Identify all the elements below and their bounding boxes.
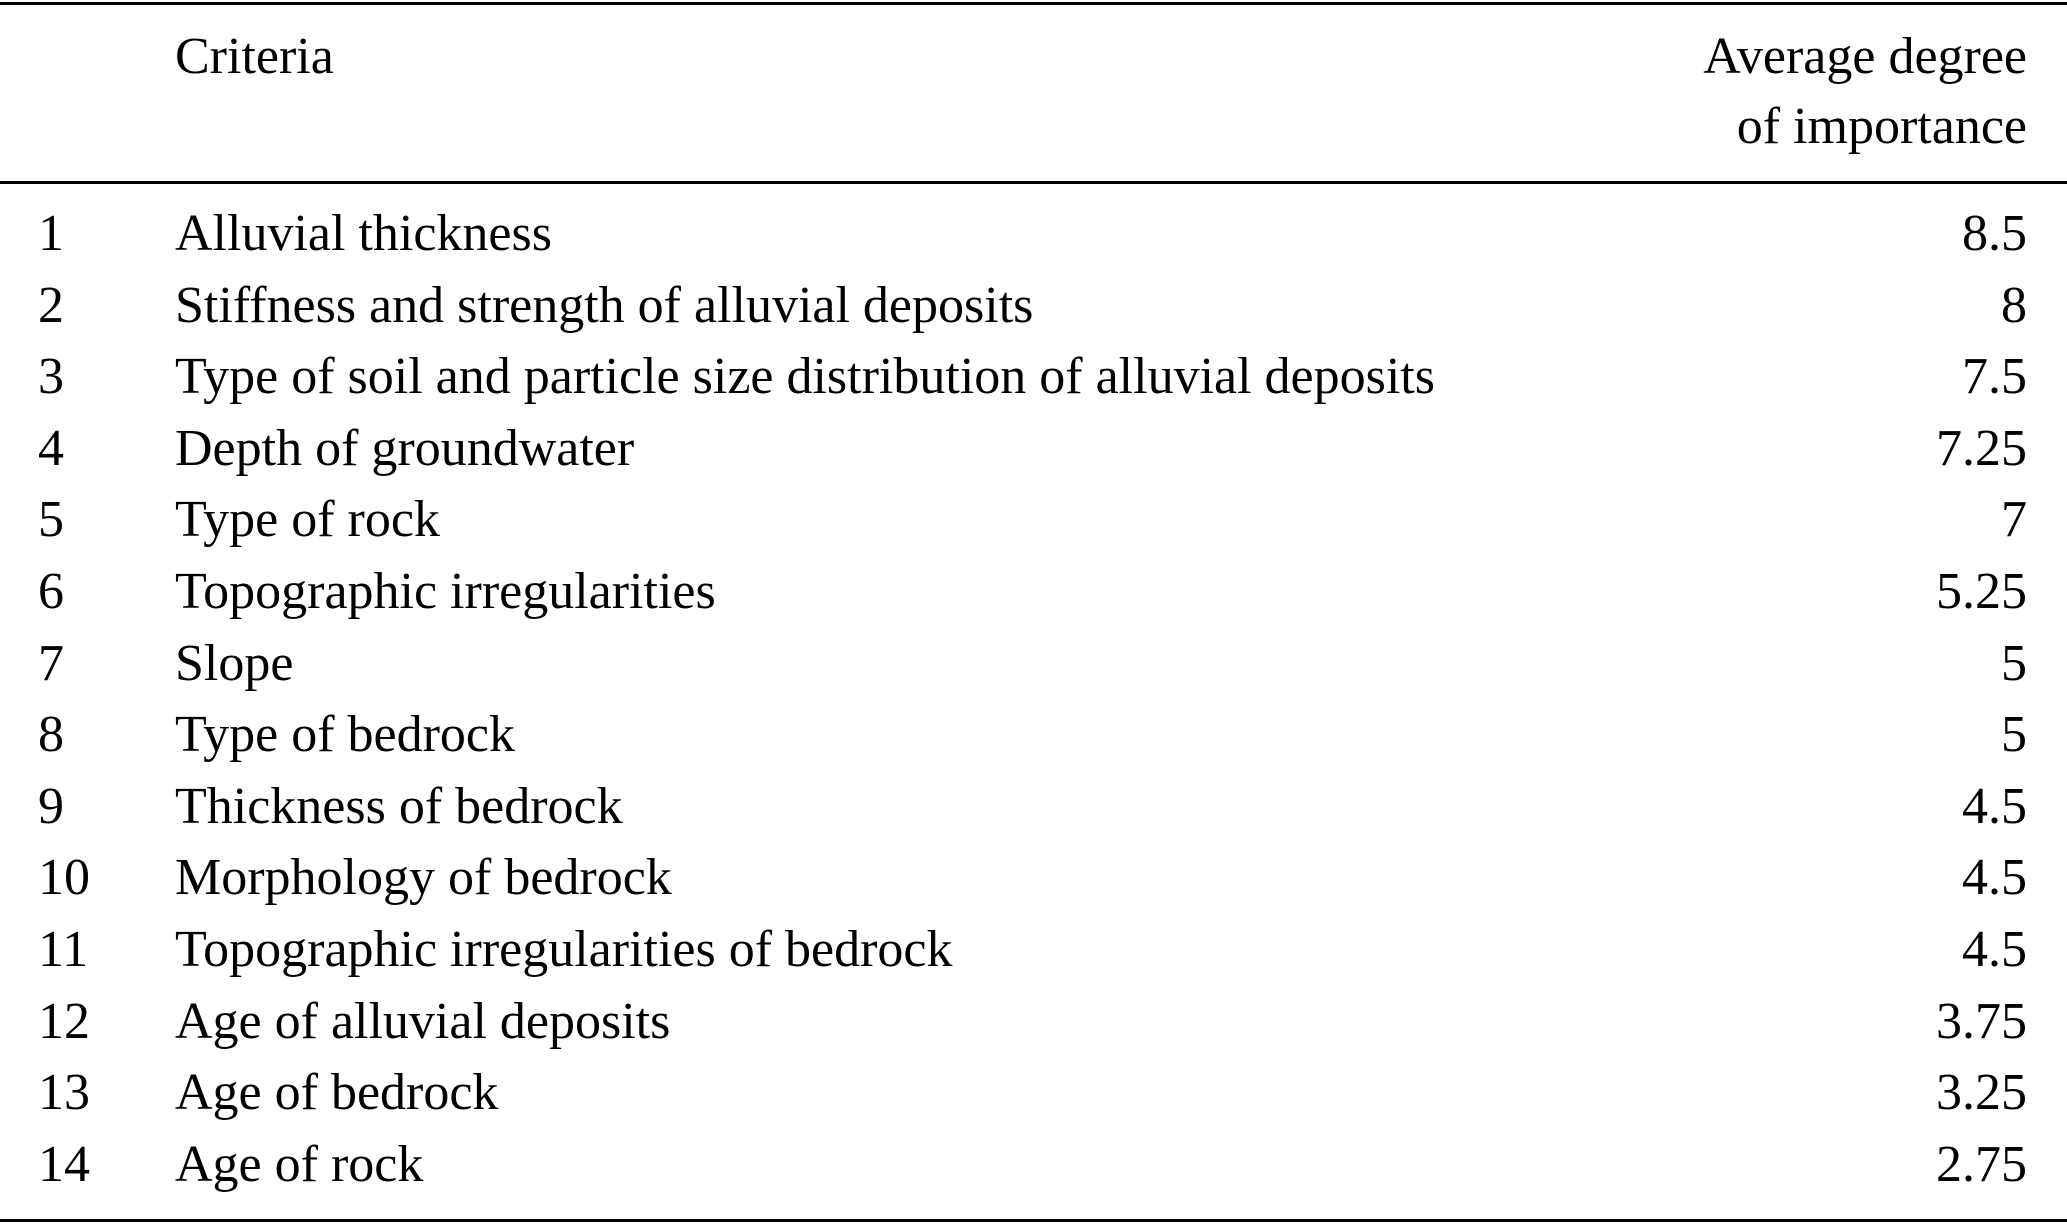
table-row	[0, 771, 2067, 843]
row-criteria: Age of bedrock	[175, 1064, 499, 1122]
row-importance: 3.25	[1936, 1064, 2027, 1122]
row-number: 1	[38, 205, 64, 262]
header-importance	[1327, 22, 2027, 162]
table-row	[0, 914, 2067, 986]
row-number: 12	[38, 992, 90, 1050]
row-importance: 4.5	[1962, 920, 2027, 978]
row-importance: 8	[2001, 276, 2027, 334]
row-criteria: Stiffness and strength of alluvial deposits	[175, 276, 1034, 334]
row-importance: 5	[2001, 634, 2027, 692]
row-criteria: Type of bedrock	[175, 706, 516, 764]
row-criteria: Type of rock	[175, 491, 440, 549]
row-importance: 7.25	[1936, 419, 2027, 477]
table-header	[0, 20, 2067, 170]
table-row	[0, 484, 2067, 556]
row-number: 9	[38, 777, 64, 835]
table-row	[0, 198, 2067, 270]
row-number: 6	[38, 562, 64, 620]
row-number: 11	[38, 920, 89, 978]
row-number: 13	[38, 1064, 90, 1122]
row-importance: 8.5	[1962, 205, 2027, 262]
table-row	[0, 628, 2067, 700]
row-number: 8	[38, 706, 64, 764]
row-criteria: Age of alluvial deposits	[175, 992, 671, 1050]
row-importance: 5	[2001, 706, 2027, 764]
table-row	[0, 556, 2067, 628]
row-importance: 5.25	[1936, 562, 2027, 620]
row-importance: 4.5	[1962, 849, 2027, 907]
table-row	[0, 842, 2067, 914]
row-criteria: Alluvial thickness	[175, 205, 552, 262]
row-importance: 2.75	[1936, 1135, 2027, 1193]
header-criteria: Criteria	[175, 28, 334, 85]
row-importance: 4.5	[1962, 777, 2027, 835]
header-importance-line1: Average degree	[1703, 28, 2027, 85]
table-row	[0, 413, 2067, 485]
row-criteria: Depth of groundwater	[175, 419, 635, 477]
header-rule	[0, 181, 2067, 184]
row-number: 4	[38, 419, 64, 477]
table-row	[0, 699, 2067, 771]
top-rule	[0, 2, 2067, 5]
row-number: 10	[38, 849, 90, 907]
table-row	[0, 270, 2067, 342]
row-importance: 3.75	[1936, 992, 2027, 1050]
row-criteria: Thickness of bedrock	[175, 777, 623, 835]
row-importance: 7	[2001, 491, 2027, 549]
row-criteria: Topographic irregularities	[175, 562, 716, 620]
row-number: 2	[38, 276, 64, 334]
row-criteria: Type of soil and particle size distribution of alluvial deposits	[175, 348, 1435, 406]
row-criteria: Age of rock	[175, 1135, 424, 1193]
table-row	[0, 1129, 2067, 1201]
row-number: 5	[38, 491, 64, 549]
row-criteria: Morphology of bedrock	[175, 849, 672, 907]
row-criteria: Slope	[175, 634, 294, 692]
table-row	[0, 1057, 2067, 1129]
row-number: 14	[38, 1135, 90, 1193]
header-importance-line2: of importance	[1736, 98, 2027, 155]
row-number: 3	[38, 348, 64, 406]
row-number: 7	[38, 634, 64, 692]
table-row	[0, 341, 2067, 413]
table-row	[0, 986, 2067, 1058]
bottom-rule	[0, 1219, 2067, 1222]
row-criteria: Topographic irregularities of bedrock	[175, 920, 953, 978]
table-body	[0, 198, 2067, 1200]
row-importance: 7.5	[1962, 348, 2027, 406]
